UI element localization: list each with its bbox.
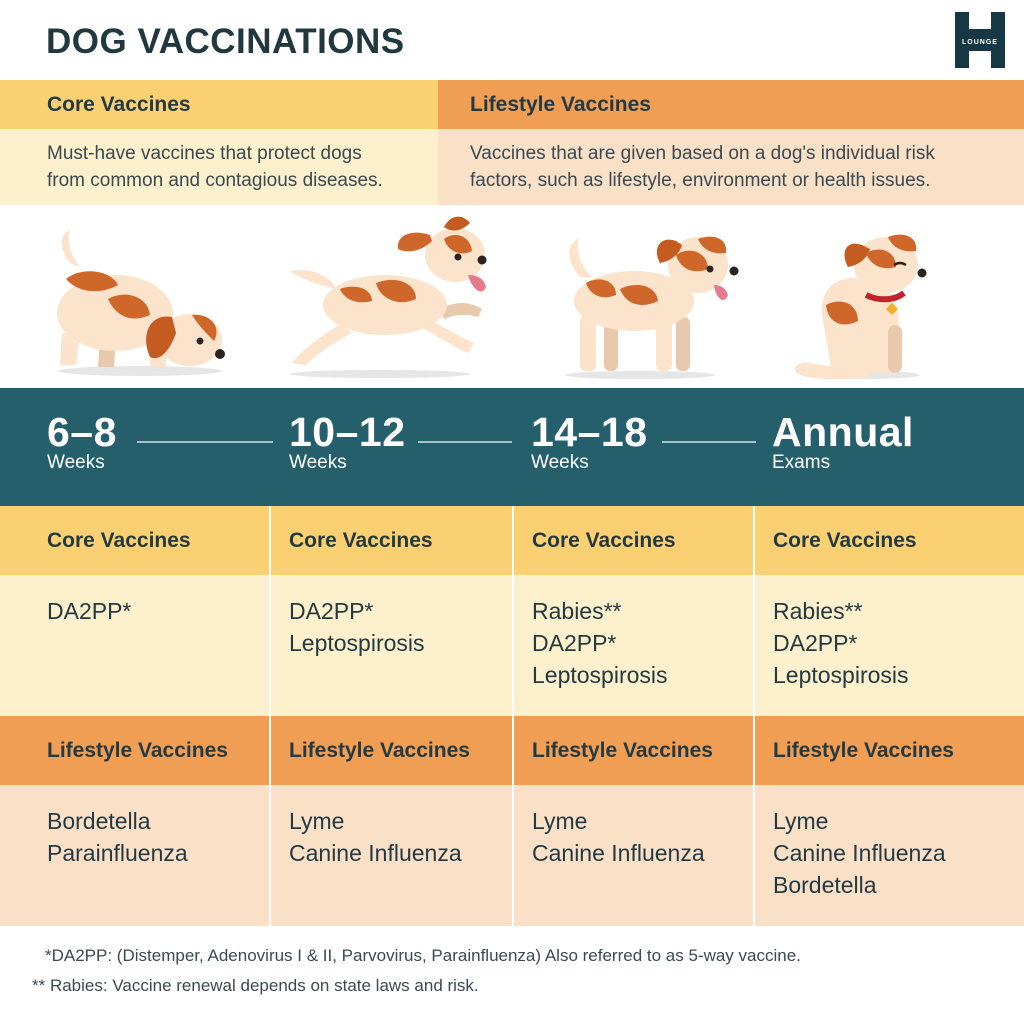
column-divider: [753, 506, 755, 926]
lifestyle-vaccines-heading: Lifestyle Vaccines: [513, 716, 754, 785]
core-vaccines-definition-heading: Core Vaccines: [0, 80, 438, 129]
lifestyle-vaccines-list: [0, 785, 270, 926]
stage-unit: Weeks: [47, 452, 105, 473]
core-vaccines-list: [513, 575, 754, 716]
vaccine-item: Canine Influenza: [773, 840, 946, 866]
vaccine-item: Canine Influenza: [532, 840, 705, 866]
vaccine-item: DA2PP*: [289, 598, 374, 624]
vaccine-item: DA2PP*: [532, 630, 617, 656]
vaccine-item: DA2PP*: [773, 630, 858, 656]
lifestyle-definition-line: Vaccines that are given based on a dog's individual risk: [470, 143, 935, 164]
timeline-connector: [418, 441, 512, 443]
core-vaccines-list: [270, 575, 513, 716]
vaccine-item: Lyme: [289, 808, 345, 834]
vaccine-item: Canine Influenza: [289, 840, 462, 866]
stage-age: 6–8: [47, 409, 117, 455]
logo-word: LOUNGE: [962, 39, 998, 46]
vaccine-item: Leptospirosis: [532, 662, 668, 688]
lifestyle-vaccines-definition-heading: Lifestyle Vaccines: [438, 80, 1024, 129]
core-vaccines-heading: Core Vaccines: [270, 506, 513, 575]
h-lounge-logo: [955, 12, 1005, 68]
stage-10-12-weeks: [289, 410, 406, 474]
lifestyle-vaccines-definition: [438, 129, 1024, 205]
core-definition-line: Must-have vaccines that protect dogs: [47, 143, 362, 164]
core-vaccines-list: [0, 575, 270, 716]
lifestyle-vaccines-heading: Lifestyle Vaccines: [754, 716, 1024, 785]
age-timeline: [0, 388, 1024, 506]
vaccine-item: Bordetella: [47, 808, 151, 834]
footnote-da2pp: *DA2PP: (Distemper, Adenovirus I & II, Parvovirus, Parainfluenza) Also referred to as 5-way vaccine.: [45, 946, 801, 965]
stage-annual-exams: [772, 410, 914, 474]
stage-age: 10–12: [289, 409, 406, 455]
vaccine-item: Rabies**: [532, 598, 622, 624]
stage-unit: Weeks: [531, 452, 589, 473]
vaccine-item: Parainfluenza: [47, 840, 188, 866]
stage-age: Annual: [772, 409, 914, 455]
timeline-connector: [662, 441, 756, 443]
core-vaccines-heading: Core Vaccines: [754, 506, 1024, 575]
sitting-puppy-icon: [795, 235, 926, 379]
core-definition-line: from common and contagious diseases.: [47, 170, 383, 191]
timeline-connector: [137, 441, 273, 443]
puppy-illustrations: [0, 205, 1024, 388]
lifestyle-vaccines-heading: Lifestyle Vaccines: [0, 716, 270, 785]
vaccine-item: Bordetella: [773, 872, 877, 898]
vaccine-item: DA2PP*: [47, 598, 132, 624]
core-vaccines-heading: Core Vaccines: [0, 506, 270, 575]
lifestyle-vaccines-heading: Lifestyle Vaccines: [270, 716, 513, 785]
sniffing-puppy-icon: [57, 230, 225, 367]
core-vaccines-heading: Core Vaccines: [513, 506, 754, 575]
stage-unit: Exams: [772, 452, 831, 473]
core-vaccines-list: [754, 575, 1024, 716]
leaping-puppy-icon: [290, 217, 487, 365]
vaccine-item: Lyme: [773, 808, 829, 834]
core-vaccines-definition: [0, 129, 438, 205]
standing-puppy-icon: [569, 237, 738, 371]
vaccine-item: Leptospirosis: [289, 630, 425, 656]
column-divider: [512, 506, 514, 926]
stage-unit: Weeks: [289, 452, 347, 473]
footnotes: [0, 926, 1024, 1024]
column-divider: [269, 506, 271, 926]
stage-6-8-weeks: [47, 410, 117, 474]
page-title: DOG VACCINATIONS: [46, 22, 405, 61]
lifestyle-definition-line: factors, such as lifestyle, environment or health issues.: [470, 170, 931, 191]
vaccine-item: Lyme: [532, 808, 588, 834]
footnote-rabies: ** Rabies: Vaccine renewal depends on state laws and risk.: [32, 976, 479, 995]
stage-14-18-weeks: [531, 410, 648, 474]
lifestyle-vaccines-list: [270, 785, 513, 926]
lifestyle-vaccines-list: [513, 785, 754, 926]
stage-age: 14–18: [531, 409, 648, 455]
vaccine-item: Rabies**: [773, 598, 863, 624]
lifestyle-vaccines-list: [754, 785, 1024, 926]
vaccine-item: Leptospirosis: [773, 662, 909, 688]
